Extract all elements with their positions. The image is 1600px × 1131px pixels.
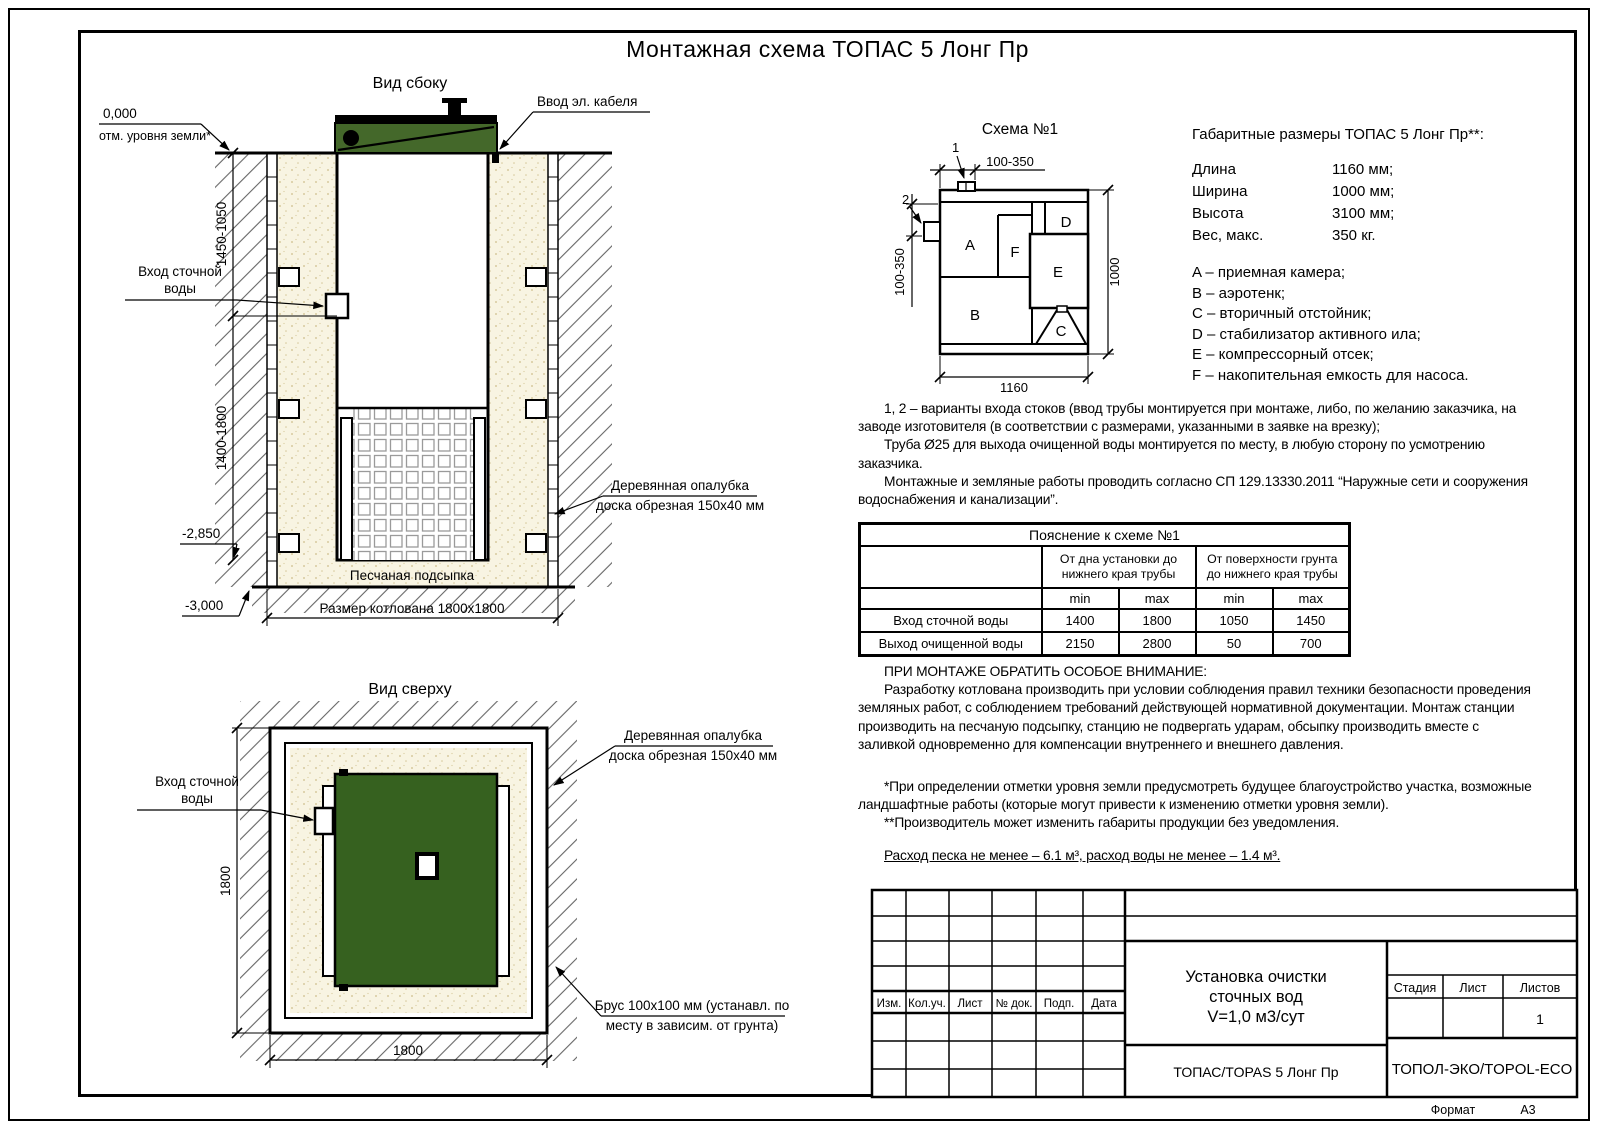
footnote-ground-level: *При определении отметки уровня земли предусмотреть будущее благоустройство участка, возможные ландшафтные работы (которые могут привести к изменению отметки уровня земли). bbox=[858, 779, 1532, 813]
top-dim-v-label: 1800 bbox=[218, 865, 233, 897]
dimensions-title: Габаритные размеры ТОПАС 5 Лонг Пр**: bbox=[1192, 126, 1484, 143]
table-empty-cell bbox=[860, 588, 1042, 609]
table-group1-header: От дна установки до нижнего края трубы bbox=[1042, 546, 1196, 588]
inlet-top-label-1: Вход сточной bbox=[155, 774, 239, 789]
footnotes-block bbox=[858, 778, 1534, 833]
table-group2-header: От поверхности грунта до нижнего края трубы bbox=[1196, 546, 1350, 588]
product-name: ТОПАС/TOPAS 5 Лонг Пр bbox=[1173, 1064, 1339, 1080]
company-name: ТОПОЛ-ЭКО/TOPOL-ECO bbox=[1391, 1061, 1573, 1078]
format-label: Формат bbox=[1430, 1103, 1476, 1117]
tank-body bbox=[326, 153, 488, 560]
schema-dim-bottom: 1160 bbox=[1000, 380, 1028, 395]
spec-row bbox=[1192, 203, 1564, 225]
comp-b-label: B bbox=[969, 307, 981, 324]
footnote-manufacturer: **Производитель может изменить габариты продукции без уведомления. bbox=[884, 815, 1340, 831]
spec-label: Вес, макс. bbox=[1192, 227, 1264, 244]
header-list: Лист bbox=[957, 998, 983, 1010]
legend-item: A – приемная камера; bbox=[1192, 264, 1346, 281]
beam-label-1: Брус 100х100 мм (устанавл. по bbox=[594, 998, 790, 1013]
formwork-label-2: доска обрезная 150х40 мм bbox=[595, 498, 765, 513]
dim-upper-label: 1450-1050 bbox=[214, 201, 229, 267]
notes-block bbox=[858, 400, 1534, 509]
format-value: А3 bbox=[1520, 1103, 1536, 1117]
station-unit bbox=[315, 769, 509, 991]
stage-label: Стадия bbox=[1393, 981, 1437, 995]
beam-callout bbox=[556, 967, 789, 1033]
cable-entry-point bbox=[492, 154, 499, 163]
row-value: 2150 bbox=[1042, 632, 1119, 656]
schema-pointer-2: 2 bbox=[902, 192, 910, 207]
level-3000-label: -3,000 bbox=[185, 598, 224, 613]
side-view-title: Вид сбоку bbox=[372, 75, 448, 92]
inlet-top-label-2: воды bbox=[181, 791, 213, 806]
row-value: 700 bbox=[1273, 632, 1350, 656]
row-value: 1800 bbox=[1119, 609, 1196, 632]
header-kol: Кол.уч. bbox=[908, 998, 946, 1010]
doc-title-line3: V=1,0 м3/сут bbox=[1207, 1008, 1305, 1026]
header-izm: Изм. bbox=[876, 998, 902, 1010]
cable-label: Ввод эл. кабеля bbox=[537, 94, 638, 109]
page-title: Монтажная схема ТОПАС 5 Лонг Пр bbox=[626, 36, 1029, 62]
top-dim-h-label: 1800 bbox=[392, 1043, 424, 1058]
formwork-top-label-2: доска обрезная 150х40 мм bbox=[608, 748, 778, 763]
legend-item: F – накопительная емкость для насоса. bbox=[1192, 366, 1469, 384]
doc-title-line1: Установка очистки bbox=[1185, 968, 1327, 986]
row-label: Вход сточной воды bbox=[860, 609, 1042, 632]
dim-lower-label: 1400-1800 bbox=[214, 405, 229, 471]
row-value: 1450 bbox=[1273, 609, 1350, 632]
level-2850-label: -2,850 bbox=[182, 526, 221, 541]
spec-value: 1160 мм; bbox=[1332, 161, 1394, 178]
table-min-header: min bbox=[1042, 588, 1119, 609]
zero-mark-label: 0,000 bbox=[103, 106, 137, 121]
inlet-pipe-stub bbox=[326, 294, 348, 318]
spec-value: 350 кг. bbox=[1332, 227, 1376, 244]
header-podp: Подп. bbox=[1043, 998, 1075, 1010]
table-min-header: min bbox=[1196, 588, 1273, 609]
table-max-header: max bbox=[1119, 588, 1196, 609]
sand-bedding-label: Песчаная подсыпка bbox=[349, 568, 475, 583]
sheet-label: Лист bbox=[1459, 981, 1487, 995]
attention-body: Разработку котлована производить при условии соблюдения правил техники безопасности проведения земляных работ, с соблюдением требований действующей нормативной документации. Монтаж станции производить на песчаную подсыпку, станцию не подвергать ударам, обсыпку производить вместе с заливкой одновременно для компенсации внутреннего и внешнего давления. bbox=[858, 682, 1531, 752]
compartment-legend bbox=[1192, 263, 1564, 386]
spec-value: 1000 мм; bbox=[1332, 183, 1395, 200]
table-row bbox=[860, 609, 1350, 632]
spec-label: Ширина bbox=[1192, 183, 1248, 200]
side-view-drawing bbox=[85, 70, 785, 670]
consumption-text: Расход песка не менее – 6.1 м³, расход воды не менее – 1.4 м³. bbox=[884, 848, 1281, 863]
row-value: 1400 bbox=[1042, 609, 1119, 632]
pit-size-label: Размер котлована 1800х1800 bbox=[319, 601, 505, 616]
title-block bbox=[855, 885, 1580, 1125]
table-title: Пояснение к схеме №1 bbox=[860, 524, 1350, 547]
vent-pipe bbox=[448, 102, 461, 115]
inlet-label-1: Вход сточной bbox=[138, 264, 222, 279]
sheets-value: 1 bbox=[1536, 1011, 1544, 1027]
spec-row bbox=[1192, 159, 1564, 181]
row-value: 1050 bbox=[1196, 609, 1273, 632]
comp-c-label: C bbox=[1055, 323, 1067, 340]
schema-title: Схема №1 bbox=[981, 121, 1059, 138]
hatch-opening bbox=[417, 854, 437, 878]
inlet-pipe-stub-top bbox=[315, 808, 333, 834]
doc-title-line2: сточных вод bbox=[1209, 988, 1303, 1006]
schema-dim-top: 100-350 bbox=[986, 154, 1034, 169]
comp-f-label: F bbox=[1010, 244, 1020, 261]
spec-value: 3100 мм; bbox=[1332, 205, 1395, 222]
schema-drawing bbox=[860, 112, 1190, 407]
green-lid bbox=[335, 98, 499, 163]
schema-pointer-1: 1 bbox=[952, 140, 960, 155]
formwork-label-1: Деревянная опалубка bbox=[610, 478, 750, 493]
inlet-label-2: воды bbox=[164, 281, 196, 296]
spec-label: Высота bbox=[1192, 205, 1244, 222]
level-3000-callout bbox=[182, 591, 249, 616]
table-row bbox=[860, 632, 1350, 656]
header-doc: № док. bbox=[995, 998, 1033, 1010]
spec-label: Длина bbox=[1192, 161, 1236, 178]
table-corner-cell bbox=[860, 546, 1042, 588]
sheets-label: Листов bbox=[1519, 981, 1561, 995]
header-data: Дата bbox=[1091, 998, 1117, 1010]
top-view-drawing bbox=[85, 668, 790, 1123]
note-outlet-pipe: Труба Ø25 для выхода очищенной воды монтируется по месту, в любую сторону по усмотрению заказчика. bbox=[858, 437, 1485, 471]
legend-item: C – вторичный отстойник; bbox=[1192, 305, 1372, 322]
consumption-note bbox=[858, 847, 1560, 865]
note-inlet-variants: 1, 2 – варианты входа стоков (ввод трубы монтируется при монтаже, либо, по желанию заказчика, на заводе изготовителя (в соответствии с размерами, указанными в заявке на врезку); bbox=[858, 401, 1517, 435]
spec-row bbox=[1192, 181, 1564, 203]
legend-item: E – компрессорный отсек; bbox=[1192, 346, 1374, 363]
explanation-table bbox=[858, 522, 1351, 657]
legend-item: B – аэротенк; bbox=[1192, 284, 1286, 302]
table-max-header: max bbox=[1273, 588, 1350, 609]
schema-dim-right: 1000 bbox=[1107, 257, 1122, 287]
cable-callout bbox=[500, 94, 650, 149]
schema-dim-left: 100-350 bbox=[892, 248, 907, 296]
spec-row bbox=[1192, 225, 1564, 247]
comp-a-label: A bbox=[964, 237, 976, 254]
top-view-title: Вид сверху bbox=[368, 681, 452, 698]
legend-item: D – стабилизатор активного ила; bbox=[1192, 325, 1421, 343]
comp-d-label: D bbox=[1060, 214, 1072, 231]
zero-level-callout bbox=[99, 106, 229, 150]
comp-e-label: E bbox=[1052, 264, 1064, 281]
dimensions-panel bbox=[1192, 126, 1564, 386]
formwork-callout-top bbox=[554, 728, 777, 785]
beam-label-2: месту в зависим. от грунта) bbox=[605, 1018, 779, 1033]
formwork-top-label-1: Деревянная опалубка bbox=[623, 728, 763, 743]
row-value: 2800 bbox=[1119, 632, 1196, 656]
row-label: Выход очищенной воды bbox=[860, 632, 1042, 656]
note-sp-standard: Монтажные и земляные работы проводить согласно СП 129.13330.2011 “Наружные сети и сооружения водоснабжения и канализации”. bbox=[858, 473, 1528, 508]
attention-block bbox=[858, 663, 1534, 754]
inlet-variant-2-stub bbox=[924, 222, 940, 241]
ground-mark-label: отм. уровня земли* bbox=[99, 129, 212, 143]
row-value: 50 bbox=[1196, 632, 1273, 656]
attention-title: ПРИ МОНТАЖЕ ОБРАТИТЬ ОСОБОЕ ВНИМАНИЕ: bbox=[884, 664, 1207, 679]
